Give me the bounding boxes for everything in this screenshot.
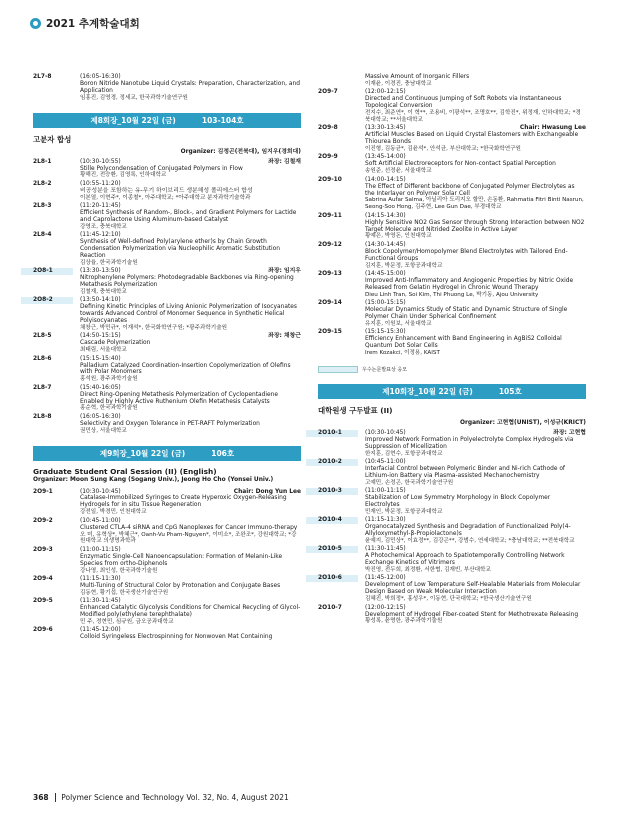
entry-body	[80, 268, 301, 296]
circle-bullet-icon	[30, 18, 41, 29]
paper-title: Selectivity and Oxygen Tolerance in PET-RAFT Polymerization	[80, 420, 260, 427]
program-entry	[318, 213, 586, 241]
session-code: 2L8-8	[33, 413, 52, 420]
program-entry	[318, 430, 586, 458]
paper-title: Boron Nitride Nanotube Liquid Crystals: Preparation, Characterization, and Application	[80, 80, 300, 94]
session-code: 2O9-3	[33, 546, 53, 553]
session-code: 2O9-14	[318, 300, 342, 307]
program-entry	[33, 181, 301, 202]
session-code: 2O9-13	[318, 270, 342, 277]
session-code: 2O9-6	[33, 627, 53, 634]
program-entry	[318, 125, 586, 153]
paper-title: Cascade Polymerization	[80, 340, 151, 347]
session-time	[365, 329, 586, 336]
session-time	[365, 605, 586, 612]
paper-authors: 이진형, 김동균*, 김윤석*, 안석균, 부산대학교; *한국화학연구원	[365, 146, 521, 153]
chair-label: 좌장: 임지우	[268, 268, 301, 275]
program-entry	[318, 605, 586, 626]
paper-authors: Sabrina Aufar Salma, 아닐리아 도리지오 할만, 손동환, Rahmatia Fitri Binti Nasrun, Seong-Soo Hong, 김주현, Lee Gun Dae, 부경대학교	[365, 197, 584, 211]
organizer: Organizer: Moon Sung Kang (Sogang Univ.), Jeong Ho Cho (Yonsei Univ.)	[33, 476, 274, 483]
legend: 우수논문발표상 응모	[318, 366, 586, 373]
session-time	[80, 547, 301, 554]
journal-name: Polymer Science and Technology Vol. 32, No. 4, August 2021	[61, 793, 289, 802]
session-time	[80, 489, 301, 496]
entry-body	[80, 333, 301, 354]
session-time	[365, 546, 586, 553]
entry-body	[80, 159, 301, 180]
entry-body	[80, 356, 301, 384]
entry-body	[80, 385, 301, 413]
section-title: Graduate Student Oral Session (II) (English)	[33, 466, 217, 476]
paper-title: Direct Ring-Opening Metathesis Polymerization of Cyclopentadiene Enabled by Highly Active Ruthenium Olefin Metathesis Catalysts	[80, 391, 279, 405]
entry-body	[365, 329, 586, 357]
paper-authors: 임홍진, 김영경, 정세교, 한국과학기술연구원	[80, 94, 188, 101]
time-label: (11:45-12:00)	[365, 575, 406, 582]
program-entry	[33, 232, 301, 267]
paper-title: Efficient Synthesis of Random-, Block-, and Gradient Polymers for Lactide and Caprolactone Using Aluminum-based Catalyst	[80, 209, 297, 223]
entry-body	[365, 488, 586, 516]
paper-title: 비공성분을 포함하는 유-무기 하이브리드 생분해성 폴리에스터 합성	[80, 187, 253, 194]
entry-body	[80, 518, 301, 546]
paper-authors: 한지훈, 김현수, 포항공과대학교	[365, 450, 443, 457]
entry-body	[365, 89, 586, 124]
header-title: 2021 추계학술대회	[46, 17, 140, 30]
session-code: 2O10-2	[306, 459, 358, 466]
paper-authors: 고예민, 손정곤, 한국과학기술연구원	[365, 479, 454, 486]
paper-title: Interfacial Control between Polymeric Binder and Ni-rich Cathode of Lithium-ion Battery via Plasma-assisted Mechanochemistry	[365, 465, 565, 479]
entry-body	[80, 297, 301, 332]
session-code: 2L8-2	[33, 180, 52, 187]
time-label: (11:30-11:45)	[80, 598, 121, 605]
program-entry	[33, 268, 301, 296]
session-time	[365, 154, 586, 161]
program-entry	[33, 576, 301, 597]
program-entry	[318, 488, 586, 516]
chair-label: 좌장: 채창근	[268, 333, 301, 340]
entry-body	[365, 459, 586, 487]
entry-body	[365, 177, 586, 212]
paper-authors: 유지훈, 이원보, 서울대학교	[365, 320, 432, 327]
entry-body	[365, 546, 586, 574]
time-label: (15:40-16:05)	[80, 384, 121, 391]
session-time	[80, 598, 301, 605]
program-entry	[33, 598, 301, 626]
legend-swatch	[318, 366, 358, 373]
divider	[55, 793, 56, 802]
paper-authors: 권민상, 서울대학교	[80, 427, 127, 434]
time-label: (11:00-11:15)	[80, 546, 121, 553]
entry-body	[80, 489, 301, 517]
time-label: (15:15-15:40)	[80, 355, 121, 362]
program-entry	[318, 74, 586, 88]
time-label: (11:15-11:30)	[80, 575, 121, 582]
entry-body	[365, 242, 586, 270]
paper-authors: 이재윤, 이경진, 충남대학교	[365, 80, 432, 87]
session-time	[365, 271, 586, 278]
paper-authors: 김지훈, 박문정, 포항공과대학교	[365, 262, 443, 269]
entry-body	[365, 517, 586, 545]
program-entry	[318, 300, 586, 328]
time-label: (11:20-11:45)	[80, 203, 121, 210]
paper-authors: 강영조, 충북대학교	[80, 223, 127, 230]
paper-title: Artificial Muscles Based on Liquid Crystal Elastomers with Exchangeable Thiourea Bonds	[365, 132, 579, 146]
session-code: 2O10-3	[306, 488, 358, 495]
paper-title: Catalase-Immobilized Syringes to Create Hyperoxic Oxygen-Releasing Hydrogels for in situ Tissue Regeneration	[80, 495, 287, 509]
paper-title: Improved Network Formation in Polyelectrolyte Complex Hydrogels via Suppression of Micellization	[365, 436, 574, 450]
session-code: 2O9-5	[33, 598, 53, 605]
time-label: (14:50-15:15)	[80, 333, 121, 340]
session-time	[80, 203, 301, 210]
entry-body	[80, 547, 301, 575]
paper-title: Directed and Continuous Jumping of Soft Robots via Instantaneous Topological Conversion	[365, 96, 562, 110]
paper-authors: 박진영, 전두희, 최정환, 서한협, 김재빈, 부산대학교	[365, 567, 491, 574]
paper-title: Nitrophenylene Polymers: Photodegradable Backbones via Ring-opening Metathesis Polymerization	[80, 275, 294, 289]
session-time	[80, 297, 301, 304]
paper-title: Multi-Tuning of Structural Color by Protonation and Conjugate Bases	[80, 582, 281, 589]
page-footer	[33, 793, 289, 802]
paper-title: Clustered CTLA-4 siRNA and CpG Nanoplexes for Cancer Immuno-therapy	[80, 524, 298, 531]
paper-authors: 채창근, 박민규*, 이재석*, 한국화학연구원; *광주과학기술원	[80, 324, 228, 331]
program-entry	[318, 89, 586, 124]
entry-body	[80, 598, 301, 626]
session-code: 2O10-7	[318, 604, 342, 611]
time-label: (12:00-12:15)	[365, 89, 406, 96]
session-time	[365, 430, 586, 437]
paper-authors: 오 미, 유혁상*, 박혜근*, Oanh-Vu Pham-Nguyen*, 이미소*, 조완조*, 강원대학교; *강원대학교 의생명과학과	[80, 531, 297, 545]
entry-body	[365, 605, 586, 626]
paper-authors: 윤예지, 김민상*, 이효정**, 김강곤**, 강범수, 연세대학교; *충남대학교; **전북대학교	[365, 537, 575, 544]
session-time	[365, 177, 586, 184]
entry-body	[365, 213, 586, 241]
paper-title: Development of Hydrogel Fiber-coated Stent for Methotrexate Releasing	[365, 611, 579, 618]
time-label: (10:30-10:45)	[365, 429, 406, 436]
organizer: Organizer: 고현협(UNIST), 이성규(KRICT)	[459, 419, 586, 426]
program-entry	[318, 329, 586, 357]
entry-body	[80, 232, 301, 267]
entry-body	[80, 203, 301, 231]
time-label: (10:30-10:55)	[80, 158, 121, 165]
session-code: 2O8-1	[21, 268, 73, 275]
paper-authors: 홍순혁, 한국과학기술원	[80, 405, 138, 412]
session-code: 2O10-4	[306, 517, 358, 524]
session-code: 2O9-12	[318, 241, 342, 248]
session-code: 2O10-5	[306, 546, 358, 553]
session-time	[80, 268, 301, 275]
session-time	[80, 385, 301, 392]
session-time	[80, 333, 301, 340]
program-entry	[318, 575, 586, 603]
program-entry	[33, 414, 301, 435]
program-entry	[318, 271, 586, 299]
paper-authors: 황예은, 박영돈, 인천대학교	[365, 233, 432, 240]
paper-title: Improved Anti-Inflammatory and Angiogenic Properties by Nitric Oxide Released from Gelatin Hydrogel in Chronic Wound Therapy	[365, 277, 574, 291]
entry-body	[80, 74, 301, 102]
time-label: (15:00-15:15)	[365, 300, 406, 307]
paper-title: Massive Amount of Inorganic Fillers	[365, 74, 470, 80]
paper-title: Enhanced Catalytic Glycolysis Conditions for Chemical Recycling of Glycol-Modified poly(ethylene terephthalate)	[80, 605, 301, 618]
paper-title: Molecular Dynamics Study of Static and Dynamic Structure of Single Polymer Chain Under Spherical Confinement	[365, 307, 568, 320]
paper-title: Stille Polycondensation of Conjugated Polymers in Flow	[80, 165, 243, 172]
session-code: 2L8-5	[33, 333, 52, 340]
paper-title: Colloid Syringeless Electrospinning for Nonwoven Mat Containing	[80, 634, 273, 641]
program-entry	[33, 203, 301, 231]
entry-body	[80, 576, 301, 597]
paper-title: Efficiency Enhancement with Band Engineering in AgBiS2 Colloidal Quantum Dot Solar Cells	[365, 336, 562, 350]
time-label: (12:00-12:15)	[365, 604, 406, 611]
paper-authors: 김철재, 충북대학교	[80, 288, 127, 295]
program-entry	[33, 627, 301, 641]
session-time	[80, 576, 301, 583]
time-label: (14:15-14:30)	[365, 212, 406, 219]
time-label: (10:45-11:00)	[365, 458, 406, 465]
paper-title: Block Copolymer/Homopolymer Blend Electrolytes with Tailored End-Functional Groups	[365, 248, 568, 262]
room8-band: 제8회장_10월 22일 (금) 103-104호	[33, 113, 301, 128]
paper-authors: 전지수, 최준연*, 이 혁**, 조용비, 이광석**, 조명호**, 김학진*, 위정재, 인하대학교; *경북대학교; **서울대학교	[365, 110, 581, 123]
time-label: (10:55-11:20)	[80, 180, 121, 187]
program-entry	[33, 518, 301, 546]
time-label: (11:45-12:10)	[80, 232, 121, 239]
session-code: 2L8-3	[33, 203, 52, 210]
program-entry	[318, 459, 586, 487]
session-time	[365, 125, 586, 132]
session-time	[365, 488, 586, 495]
program-entry	[33, 356, 301, 384]
entry-body	[80, 181, 301, 202]
program-entry	[318, 154, 586, 175]
session-time	[365, 459, 586, 466]
right-column	[318, 74, 586, 627]
time-label: (13:30-13:50)	[80, 268, 121, 275]
session-time	[365, 517, 586, 524]
paper-authors: Irem Kozakci, 이정용, KAIST	[365, 349, 440, 356]
program-entry	[33, 74, 301, 102]
entry-body	[365, 575, 586, 603]
time-label: (10:30-10:45)	[80, 488, 121, 495]
program-entry	[33, 333, 301, 354]
room10-band: 제10회장_10월 22일 (금) 105호	[318, 384, 586, 399]
session-code: 2L8-4	[33, 232, 52, 239]
session-time	[80, 627, 301, 634]
paper-title: Organocatalyzed Synthesis and Degradation of Functionalized Poly(4-Allyloxymethyl-β-Propiolactone)s	[365, 524, 571, 538]
session-code: 2O9-4	[33, 575, 53, 582]
paper-authors: Dieu Linh Tran, Soi Kim, Thi Phuong Le, 박기동, Ajou University	[365, 291, 539, 298]
time-label: (13:50-14:10)	[80, 297, 121, 304]
paper-title: A Photochemical Approach to Spatiotemporally Controlling Network Exchange Kinetics of Vitrimers	[365, 553, 565, 567]
page-header	[30, 15, 140, 31]
program-entry	[318, 242, 586, 270]
time-label: (11:45-12:00)	[80, 627, 121, 634]
session-code: 2O9-2	[33, 517, 53, 524]
paper-title: Defining Kinetic Principles of Living Anionic Polymerization of Isocyanates towards Advanced Control of Monomer Sequence in Synthetic Helical Polyisocyanates	[80, 304, 297, 325]
session-time	[80, 356, 301, 363]
paper-authors: 강나영, 최인성, 한국과학기술원	[80, 567, 158, 574]
session-code: 2O9-11	[318, 212, 342, 219]
chair-label: 좌장: 고현협	[553, 429, 586, 436]
chair-label: Chair: Hwasung Lee	[519, 125, 586, 132]
session-code: 2O9-8	[318, 125, 338, 132]
session-code: 2L8-7	[33, 384, 52, 391]
paper-authors: 최태림, 서울대학교	[80, 347, 127, 354]
time-label: (11:30-11:45)	[365, 546, 406, 553]
time-label: (11:00-11:15)	[365, 488, 406, 495]
time-label: (15:15-15:30)	[365, 329, 406, 336]
session-code: 2O9-1	[33, 488, 53, 495]
session-code: 2O9-7	[318, 89, 338, 96]
chair-label: Chair: Dong Yun Lee	[233, 488, 301, 495]
session-time	[80, 74, 301, 81]
time-label: (11:15-11:30)	[365, 517, 406, 524]
session-code: 2O9-9	[318, 154, 338, 161]
entry-body	[365, 154, 586, 175]
paper-authors: 민재인, 박문정, 포항공과대학교	[365, 508, 443, 515]
session-code: 2O10-1	[306, 430, 358, 437]
paper-title: Stabilization of Low Symmetry Morphology in Block Copolymer Electrolytes	[365, 495, 551, 508]
session-time	[365, 242, 586, 249]
time-label: (14:30-14:45)	[365, 241, 406, 248]
paper-title: Development of Low Temperature Self-Healable Materials from Molecular Design Based on Weak Molecular Interaction	[365, 582, 581, 596]
program-entry	[33, 385, 301, 413]
time-label: (16:05-16:30)	[80, 74, 121, 80]
paper-title: Palladium Catalyzed Coordination-Insertion Copolymerization of Olefins with Polar Monomers	[80, 362, 291, 376]
paper-authors: 송원준, 선정윤, 서울대학교	[365, 168, 432, 175]
entry-body	[80, 627, 301, 641]
paper-authors: 홍석원, 광주과학기술원	[80, 376, 138, 383]
session-code: 2O8-2	[21, 297, 73, 304]
organizer: Organizer: 김정곤(전북대), 임지우(경희대)	[180, 148, 301, 155]
session-time	[365, 300, 586, 307]
program-entry	[33, 159, 301, 180]
room9-band: 제9회장_10월 22일 (금) 106호	[33, 446, 301, 461]
paper-title: Enzymatic Single-Cell Nanoencapsulation: Formation of Melanin-Like Species from ortho-Diphenols	[80, 553, 283, 567]
section-title: 대학원생 구두발표 (II)	[318, 405, 393, 415]
paper-authors: 김혜진, 박희정*, 홍성우*, 이동현, 단국대학교; *한국생산기술연구원	[365, 596, 532, 603]
program-entry	[33, 489, 301, 517]
chair-label: 좌장: 김철재	[268, 158, 301, 165]
program-entry	[318, 177, 586, 212]
session-time	[80, 518, 301, 525]
session-time	[365, 213, 586, 220]
paper-authors: 황해진, 전승환, 김영록, 인하대학교	[80, 172, 167, 179]
paper-authors: 김상율, 한국과학기술원	[80, 259, 138, 266]
session-time	[80, 159, 301, 166]
program-entry	[318, 546, 586, 574]
session-code: 2L8-1	[33, 158, 52, 165]
paper-authors: 김동현, 황기섭, 한국생산기술연구원	[80, 589, 169, 596]
paper-authors: 강전일, 박경민, 인천대학교	[80, 509, 147, 516]
paper-authors: 이본열, 이현주*, 이종철*, 아주대학교; *아주대학교 분자과학기술학과	[80, 194, 251, 201]
entry-body	[365, 430, 586, 458]
entry-body	[365, 300, 586, 328]
program-entry	[318, 517, 586, 545]
entry-body	[365, 125, 586, 153]
time-label: (14:00-14:15)	[365, 176, 406, 183]
entry-body	[365, 74, 586, 88]
session-time	[365, 89, 586, 96]
session-time	[365, 575, 586, 582]
paper-title: The Effect of Different backbone of Conjugated Polymer Electrolytes as the Interlayer on Polymer Solar Cell	[365, 183, 575, 197]
entry-body	[80, 414, 301, 435]
paper-title: Synthesis of Well-defined Poly(arylene ether)s by Chain Growth Condensation Polymerization via Nucleophilic Aromatic Substitution Reaction	[80, 239, 280, 259]
session-code: 2O10-6	[306, 575, 358, 582]
session-time	[80, 232, 301, 239]
time-label: (13:45-14:00)	[365, 154, 406, 161]
session-code: 2L8-6	[33, 355, 52, 362]
session-time	[80, 181, 301, 188]
paper-authors: 황성록, 윤명한, 광주과학기술원	[365, 618, 443, 625]
paper-authors: 민 주, 정현민, 심규원, 금오공과대학교	[80, 618, 174, 625]
paper-title: Highly Sensitive NO2 Gas Sensor through Strong Interaction between NO2 Target Molecule and Nitrided Zeolite in Active Layer	[365, 219, 585, 233]
paper-title: Soft Artificial Electroreceptors for Non-contact Spatial Perception	[365, 161, 556, 168]
program-entry	[33, 547, 301, 575]
section-title: 고분자 합성	[33, 134, 72, 144]
session-code: 2L7-8	[33, 74, 52, 80]
session-time	[80, 414, 301, 421]
left-column	[33, 74, 301, 643]
entry-body	[365, 271, 586, 299]
time-label: (13:30-13:45)	[365, 125, 406, 132]
time-label: (14:45-15:00)	[365, 270, 406, 277]
session-code: 2O9-15	[318, 329, 342, 336]
time-label: (10:45-11:00)	[80, 517, 121, 524]
time-label: (16:05-16:30)	[80, 413, 121, 420]
program-entry	[33, 297, 301, 332]
session-code: 2O9-10	[318, 176, 342, 183]
page-number: 368	[33, 793, 49, 802]
